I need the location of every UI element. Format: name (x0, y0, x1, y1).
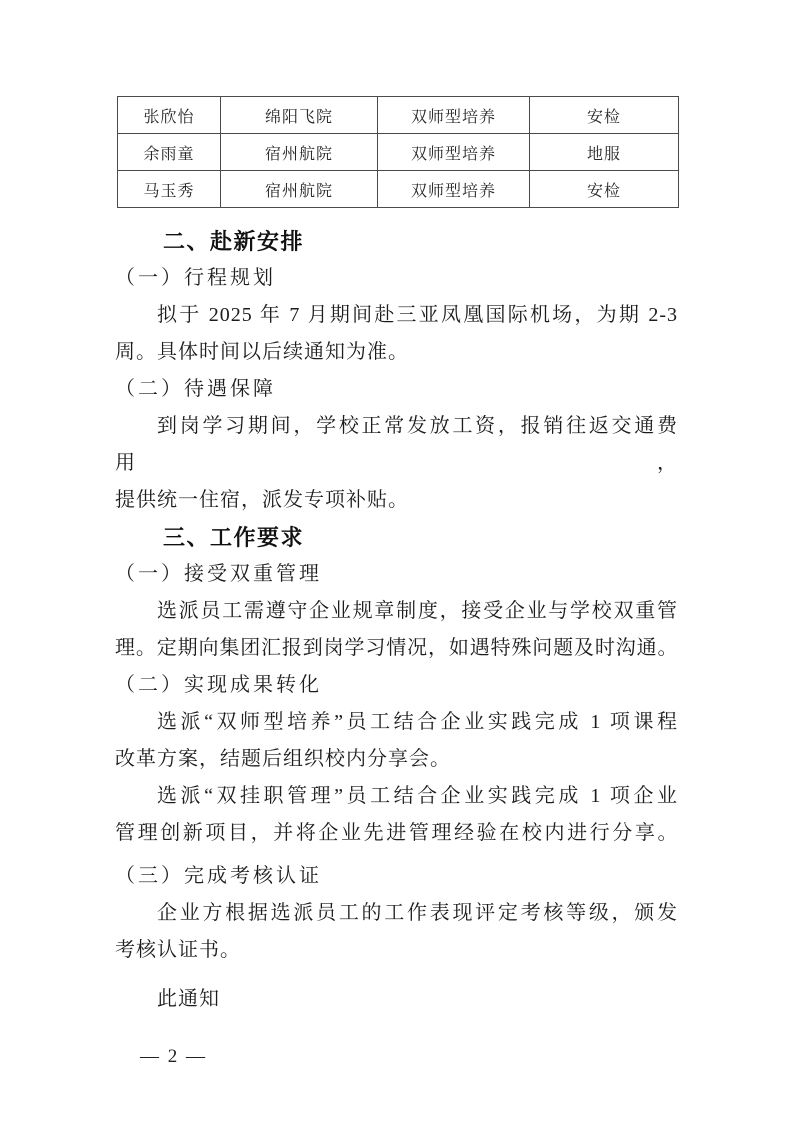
cell-program: 双师型培养 (378, 171, 530, 208)
cell-program: 双师型培养 (378, 97, 530, 134)
section-heading-3: 三、工作要求 (163, 525, 305, 550)
body-line: 选派“双挂职管理”员工结合企业实践完成 1 项企业 (157, 785, 678, 807)
subsection-heading: （一）接受双重管理 (115, 563, 322, 585)
cell-school: 宿州航院 (221, 171, 378, 208)
body-line: 企业方根据选派员工的工作表现评定考核等级，颁发 (157, 902, 678, 924)
body-line: 理。定期向集团汇报到岗学习情况，如遇特殊问题及时沟通。 (115, 637, 678, 659)
assignment-table (117, 96, 679, 208)
cell-name: 余雨童 (118, 134, 221, 171)
table-row (118, 97, 679, 134)
section-heading-2: 二、赴新安排 (163, 229, 305, 254)
closing-line: 此通知 (157, 988, 220, 1010)
cell-school: 绵阳飞院 (221, 97, 378, 134)
body-line: 提供统一住宿，派发专项补贴。 (115, 489, 409, 511)
cell-post: 安检 (530, 171, 679, 208)
cell-school: 宿州航院 (221, 134, 378, 171)
body-line: 改革方案，结题后组织校内分享会。 (115, 748, 451, 770)
body-line: 考核认证书。 (115, 939, 241, 961)
table-row (118, 134, 679, 171)
body-line: 选派员工需遵守企业规章制度，接受企业与学校双重管 (157, 600, 678, 622)
document-body (115, 223, 678, 1018)
body-line: 拟于 2025 年 7 月期间赴三亚凤凰国际机场，为期 2-3 (157, 304, 678, 326)
cell-program: 双师型培养 (378, 134, 530, 171)
cell-post: 地服 (530, 134, 679, 171)
body-line: 周。具体时间以后续通知为准。 (115, 341, 409, 363)
subsection-heading: （三）完成考核认证 (115, 865, 322, 887)
cell-name: 张欣怡 (118, 97, 221, 134)
subsection-heading: （二）待遇保障 (115, 378, 276, 400)
body-line: 选派“双师型培养”员工结合企业实践完成 1 项课程 (157, 711, 678, 733)
cell-name: 马玉秀 (118, 171, 221, 208)
cell-post: 安检 (530, 97, 679, 134)
page-number: — 2 — (140, 1046, 207, 1067)
body-line: 管理创新项目，并将企业先进管理经验在校内进行分享。 (115, 822, 678, 844)
subsection-heading: （二）实现成果转化 (115, 674, 322, 696)
subsection-heading: （一）行程规划 (115, 267, 276, 289)
table-row (118, 171, 679, 208)
body-line: 到岗学习期间，学校正常发放工资，报销往返交通费用， (115, 415, 678, 474)
